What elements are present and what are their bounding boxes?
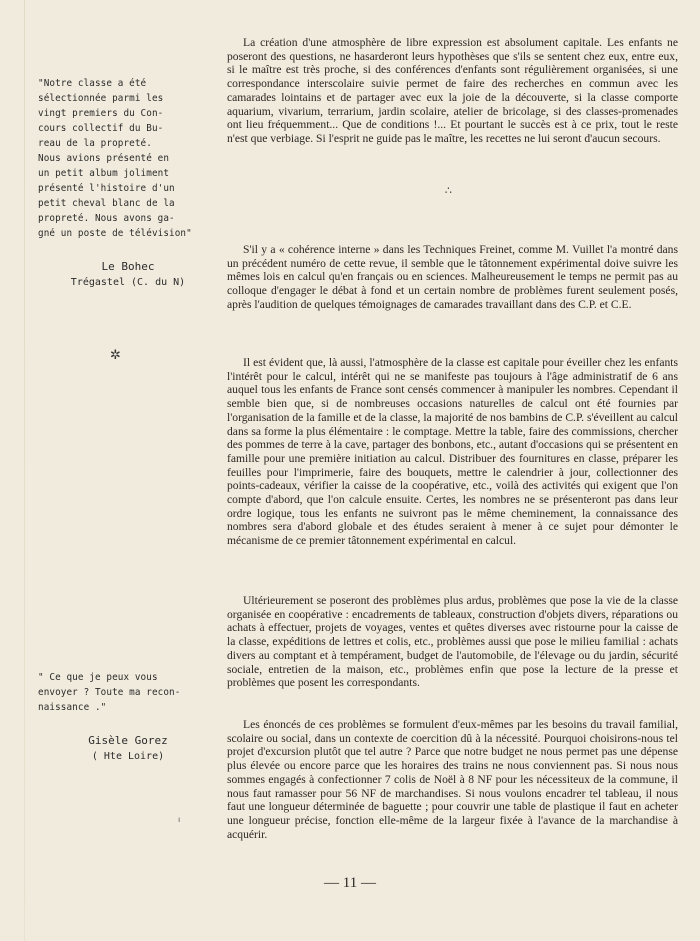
article-paragraph-1: La création d'une atmosphère de libre expression est absolument capitale. Les enfants ne poseront des questions, ne hasarderont leurs hypothèses que s'ils se sentent chez eux, entre eux, si le maître est très proche, si des conférences d'enfants sont régulièrement organisées, si une correspondance interscolaire suivie permet de faire des recherches en commun avec les camarades lointains et de partager avec eux la joie de la découverte, si la classe comporte aquarium, vivarium, terrarium, jardin scolaire, atelier de bricolage, si des classes-promenades ont lieu fréquemment... Que de conditions !... Et pourtant le succès est à ce prix, tout le reste n'est que verbiage. Si l'esprit ne guide pas le maître, les recettes ne lui seront d'aucun secours. — [227, 36, 678, 145]
sidebar-quote-block-1 — [38, 76, 218, 291]
signature-place-2: ( Hte Loire) — [91, 751, 165, 762]
signature-name-1: Le Bohec — [101, 260, 155, 273]
article-paragraph-5-wrap — [227, 718, 678, 841]
star-ornament: ✲ — [110, 348, 121, 363]
article-paragraph-3-wrap — [227, 356, 678, 548]
page-number: — 11 — — [324, 875, 376, 891]
page-fold-shadow — [24, 0, 25, 941]
signature-place-1: Trégastel (C. du N) — [70, 277, 186, 288]
testimonial-quote-1: "Notre classe a été sélectionnée parmi les vingt premiers du Con- cours collectif du Bu- reau de la propreté. Nous avions présenté en un petit album joliment présenté l'histoire d'un petit cheval blanc de la propreté. Nous avons ga- gné un poste de télévision" — [38, 78, 192, 239]
article-paragraph-4-wrap — [227, 594, 678, 690]
article-paragraph-1-wrap — [227, 36, 678, 146]
signature-name-2: Gisèle Gorez — [88, 734, 168, 747]
testimonial-quote-2: " Ce que je peux vous envoyer ? Toute ma recon- naissance ." — [38, 672, 181, 713]
testimonial-signature-2 — [38, 733, 218, 765]
section-separator: ∴ — [445, 184, 453, 197]
sidebar-quote-block-2 — [38, 670, 218, 765]
article-paragraph-4: Ultérieurement se poseront des problèmes plus ardus, problèmes que pose la vie de la classe organisée en coopérative : encadrements de tableaux, construction d'objets divers, réparations ou achats à effectuer, projets de voyages, ventes et quêtes diverses avec ristourne pour la caisse de la classe, expéditions de lettres et colis, etc., problèmes aussi que pose le milieu familial : achats divers au comptant et à tempérament, budget de l'automobile, de l'élevage ou du jardin, sécurité sociale, entretien de la maison, etc., problèmes enfin que pose la lecture de la presse et problèmes que posent les correspondants. — [227, 594, 678, 690]
article-paragraph-2: S'il y a « cohérence interne » dans les Techniques Freinet, comme M. Vuillet l'a montré dans un précédent numéro de cette revue, il semble que le tâtonnement expérimental doive suivre les mêmes lois en calcul qu'en français ou en sciences. Malheureusement le temps ne permit pas au colloque d'engager le débat à fond et un certain nombre de problèmes furent seulement posés, après l'audition de quelques témoignages de camarades travaillant dans des C.P. et C.E. — [227, 243, 678, 311]
article-paragraph-5: Les énoncés de ces problèmes se formulent d'eux-mêmes par les besoins du travail familial, scolaire ou social, dans un contexte de coercition dû à la nécessité. Pourquoi choisirons-nous tel projet d'excursion plutôt que tel autre ? Parce que notre budget ne nous permet pas une dépense plus élevée ou encore parce que les horaires des trains ne nous conviennent pas. Si nous nous sommes engagés à confectionner 7 colis de Noël à 8 NF pour les nécessiteux de la commune, il nous faut ramasser pour 56 NF de marchandises. Si nous voulons encadrer tel tableau, il nous faut une longueur déterminée de baguette ; pour couvrir une table de plastique il faut en acheter une longueur précise, fonction elle-même de la largeur fixée à l'avance de la marchandise à acquérir. — [227, 718, 678, 841]
article-paragraph-3: Il est évident que, là aussi, l'atmosphère de la classe est capitale pour éveiller chez les enfants l'intérêt pour le calcul, intérêt qui ne se manifeste pas toujours à l'âge administratif de 6 ans auquel tous les enfants de France sont censés commencer à manipuler les nombres. Cependant il semble bien que, si de nombreuses occasions naturelles de calcul ont été fournies par l'organisation de la famille et de la classe, la majorité de nos bambins de C.P. s'éveillent au calcul dans sa forme la plus élémentaire : le comptage. Mettre la table, faire des commissions, chercher des pommes de terre à la cave, partager des bonbons, etc., autant d'occasions qui se présentent en famille pour une première initiation au calcul. Distribuer des fournitures en classe, préparer les feuilles pour l'imprimerie, faire des bouquets, mettre le calendrier à jour, collectionner des points-cadeaux, vérifier la caisse de la coopérative, etc., voilà des activités qui exigent que l'on compte d'abord, que l'on calcule ensuite. Certes, les nombres ne se présenteront pas dans leur ordre logique, tous les enfants ne suivront pas le même cheminement, la connaissance des nombres sera d'abord globale et des études seraient à mener à ce sujet pour démonter le mécanisme de ce premier tâtonnement expérimental en calcul. — [227, 356, 678, 548]
article-paragraph-2-wrap — [227, 243, 678, 312]
testimonial-signature-1 — [38, 259, 218, 291]
margin-mark: ı — [178, 815, 181, 824]
